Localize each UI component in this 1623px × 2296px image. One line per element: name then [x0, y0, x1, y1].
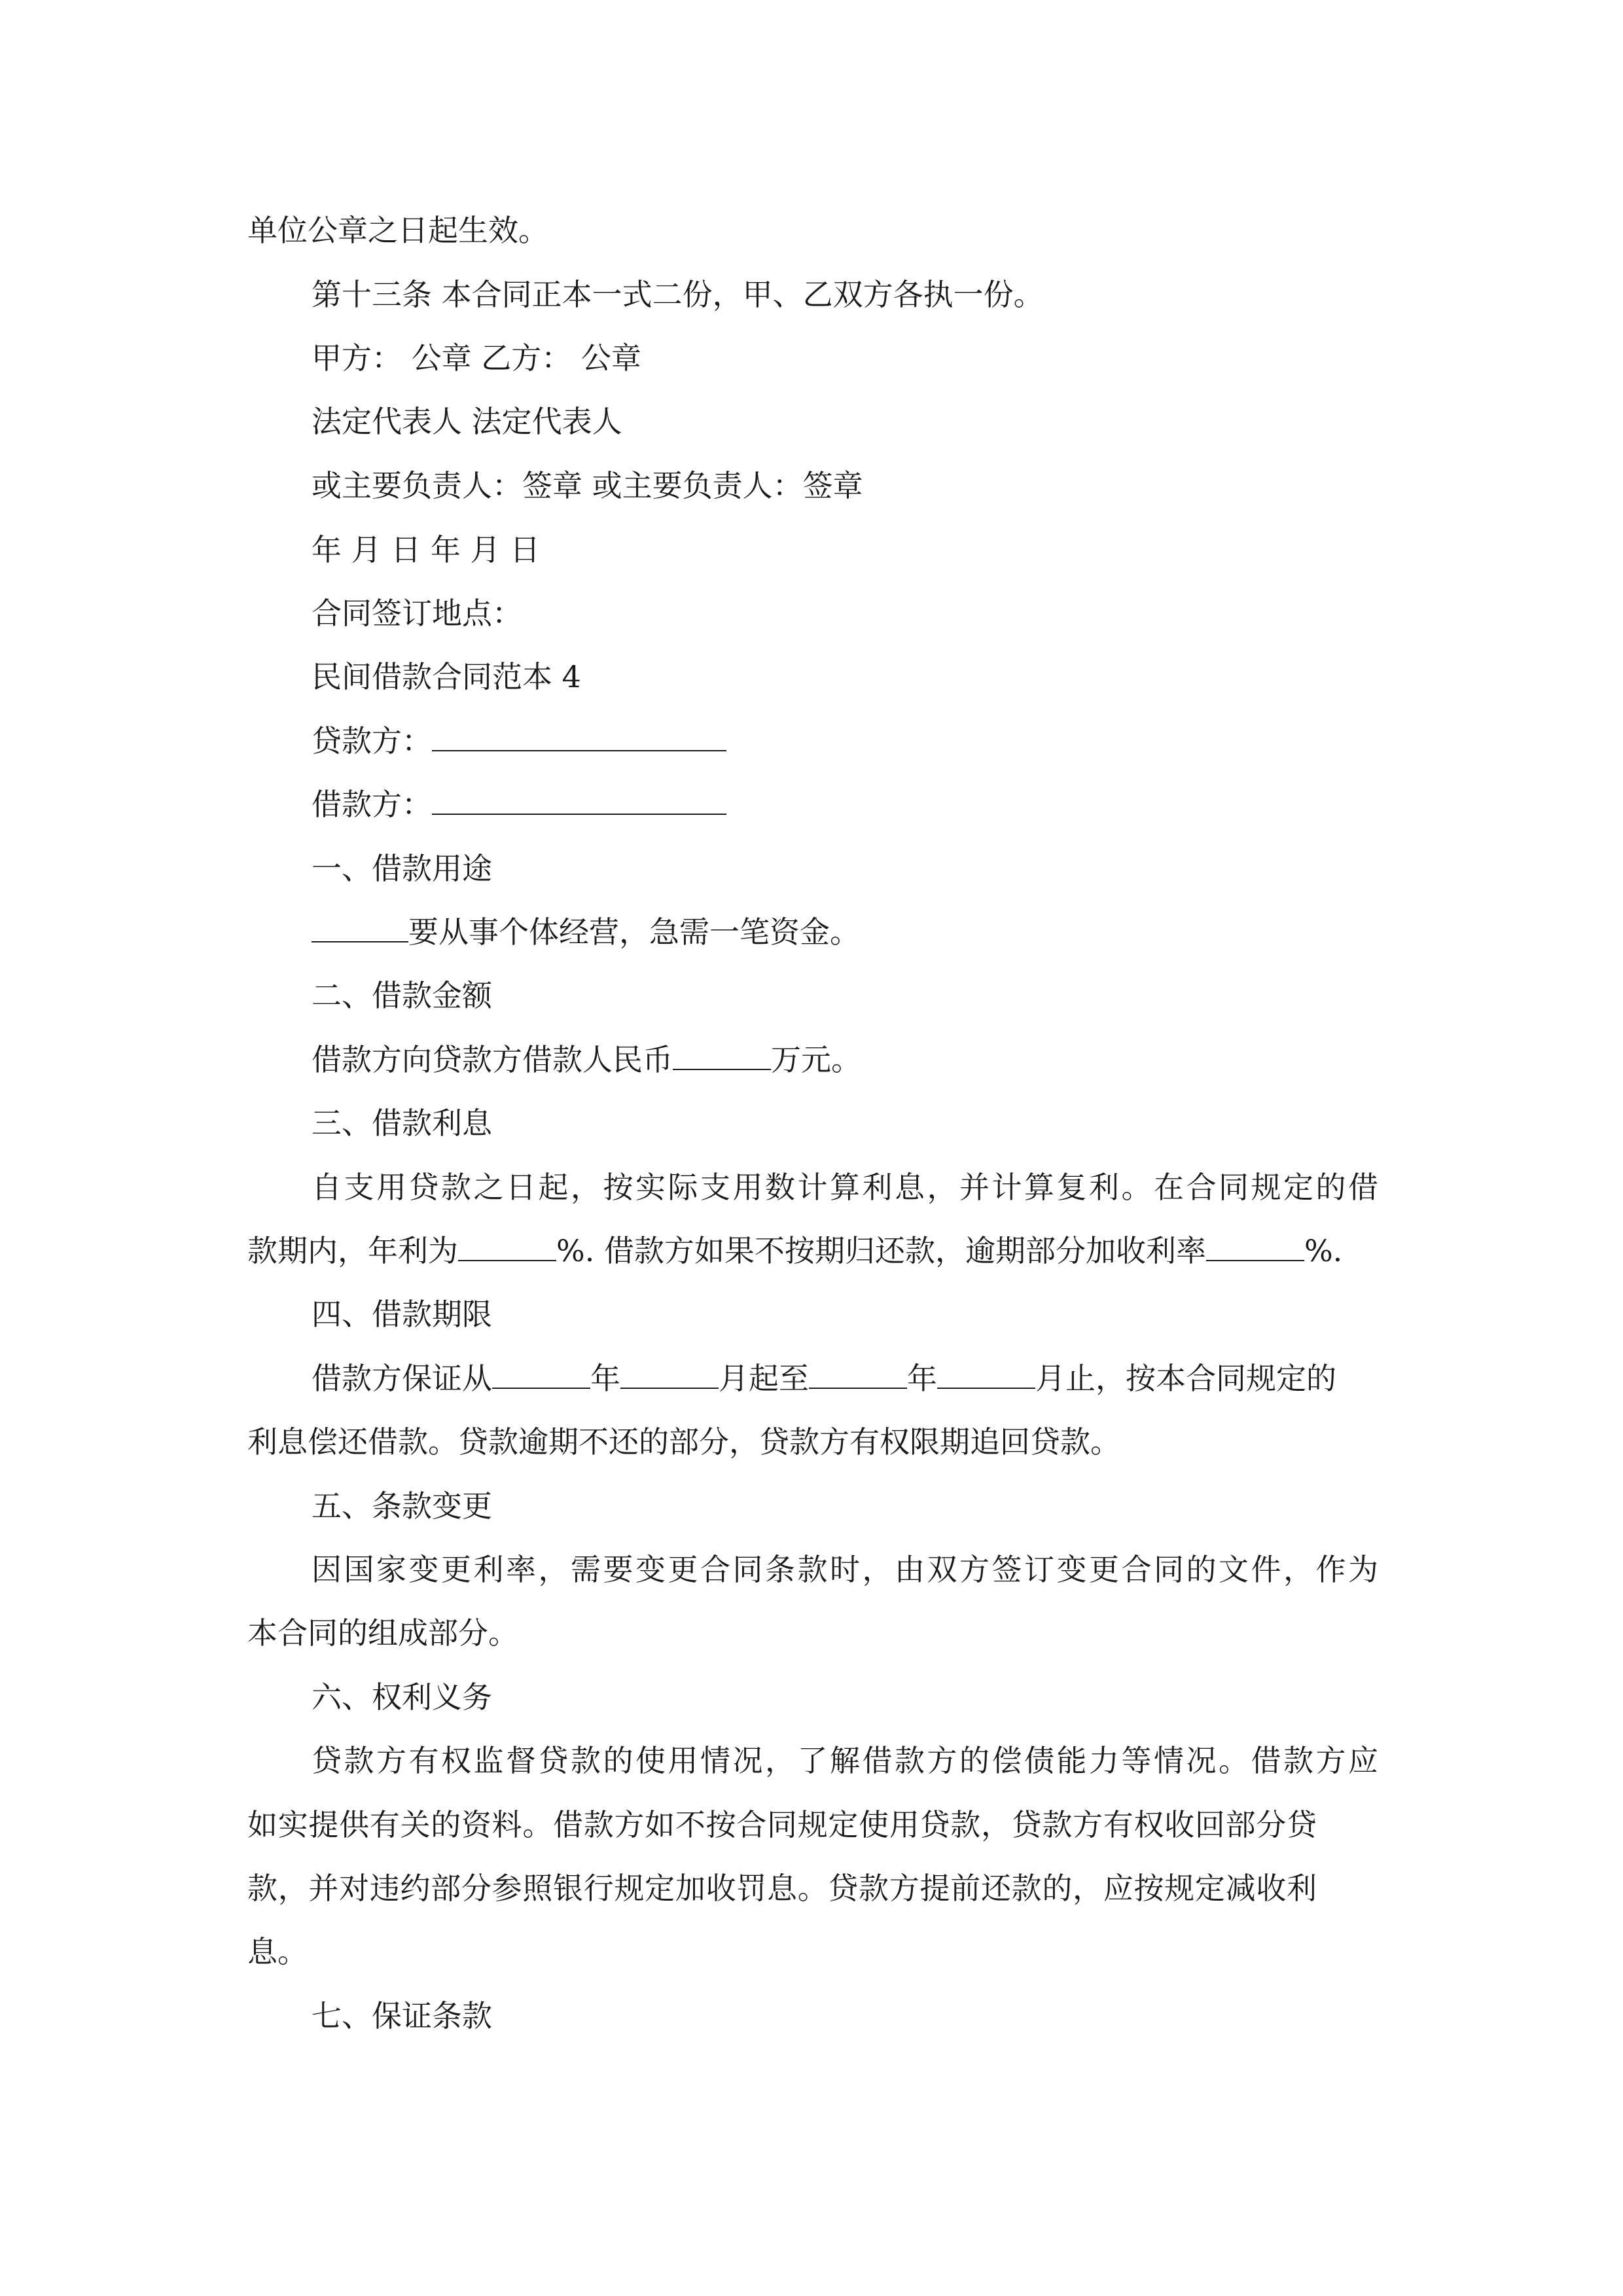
text-line-dates: 年 月 日 年 月 日 [312, 532, 541, 567]
loan-amount-blank [673, 1040, 771, 1070]
interest-paragraph-line-2 [247, 1231, 1342, 1270]
loan-amount-line [312, 1040, 861, 1079]
term-to-label: 月起至 [719, 1361, 809, 1396]
lender-line [312, 721, 726, 761]
borrower-line [312, 785, 726, 824]
start-month-blank [620, 1359, 719, 1389]
borrower-blank [432, 785, 726, 815]
interest-rate-post: %. [1304, 1233, 1343, 1268]
clause-change-line-1: 因国家变更利率，需要变更合同条款时，由双方签订变更合同的文件，作为 [312, 1552, 1378, 1587]
purpose-name-blank [312, 912, 408, 942]
text-line-effective: 单位公章之日起生效。 [247, 213, 548, 248]
loan-term-line-2: 利息偿还借款。贷款逾期不还的部分，贷款方有权限期追回贷款。 [247, 1424, 1120, 1460]
interest-rate-pre: 款期内，年利为 [247, 1233, 458, 1268]
term-from-label: 借款方保证从 [312, 1361, 492, 1396]
text-line-party-seals: 甲方： 公章 乙方： 公章 [312, 340, 641, 376]
clause-change-line-2: 本合同的组成部分。 [247, 1615, 518, 1651]
heading-loan-purpose: 一、借款用途 [312, 851, 492, 886]
annual-rate-blank [458, 1231, 556, 1261]
heading-loan-interest: 三、借款利息 [312, 1105, 492, 1141]
loan-purpose-line [312, 912, 860, 952]
interest-rate-mid: %. 借款方如果不按期归还款，逾期部分加收利率 [556, 1233, 1206, 1268]
heading-rights-obligations: 六、权利义务 [312, 1679, 492, 1715]
rights-paragraph-line-3: 款，并对违约部分参照银行规定加收罚息。贷款方提前还款的，应按规定减收利 [247, 1871, 1317, 1906]
heading-loan-amount: 二、借款金额 [312, 978, 492, 1013]
end-month-blank [937, 1359, 1035, 1389]
text-line-legal-representatives: 法定代表人 法定代表人 [312, 404, 622, 439]
overdue-rate-blank [1206, 1231, 1304, 1261]
loan-amount-post: 万元。 [771, 1042, 861, 1077]
text-line-responsible-persons: 或主要负责人：签章 或主要负责人：签章 [312, 468, 863, 503]
borrower-label: 借款方： [312, 787, 432, 822]
rights-paragraph-line-1: 贷款方有权监督贷款的使用情况，了解借款方的偿债能力等情况。借款方应 [312, 1743, 1378, 1778]
loan-amount-pre: 借款方向贷款方借款人民币 [312, 1042, 673, 1077]
loan-term-line-1 [312, 1359, 1336, 1398]
term-year-label-1: 年 [590, 1361, 620, 1396]
end-year-blank [809, 1359, 907, 1389]
heading-guarantee-clause: 七、保证条款 [312, 1998, 492, 2034]
interest-paragraph-line-1: 自支用贷款之日起，按实际支用数计算利息，并计算复利。在合同规定的借 [312, 1170, 1378, 1205]
section-title-template-4: 民间借款合同范本 4 [312, 659, 581, 694]
start-year-blank [492, 1359, 590, 1389]
text-line-article-13: 第十三条 本合同正本一式二份，甲、乙双方各执一份。 [312, 277, 1044, 312]
loan-purpose-text: 要从事个体经营，急需一笔资金。 [408, 914, 860, 950]
term-year-label-2: 年 [907, 1361, 937, 1396]
heading-loan-term: 四、借款期限 [312, 1297, 492, 1332]
rights-paragraph-line-4: 息。 [247, 1934, 308, 1969]
lender-blank [432, 721, 726, 751]
term-end-text: 月止，按本合同规定的 [1035, 1361, 1336, 1396]
heading-clause-change: 五、条款变更 [312, 1488, 492, 1524]
rights-paragraph-line-2: 如实提供有关的资料。借款方如不按合同规定使用贷款，贷款方有权收回部分贷 [247, 1807, 1317, 1842]
lender-label: 贷款方： [312, 723, 432, 759]
text-line-signing-place: 合同签订地点： [312, 596, 522, 631]
